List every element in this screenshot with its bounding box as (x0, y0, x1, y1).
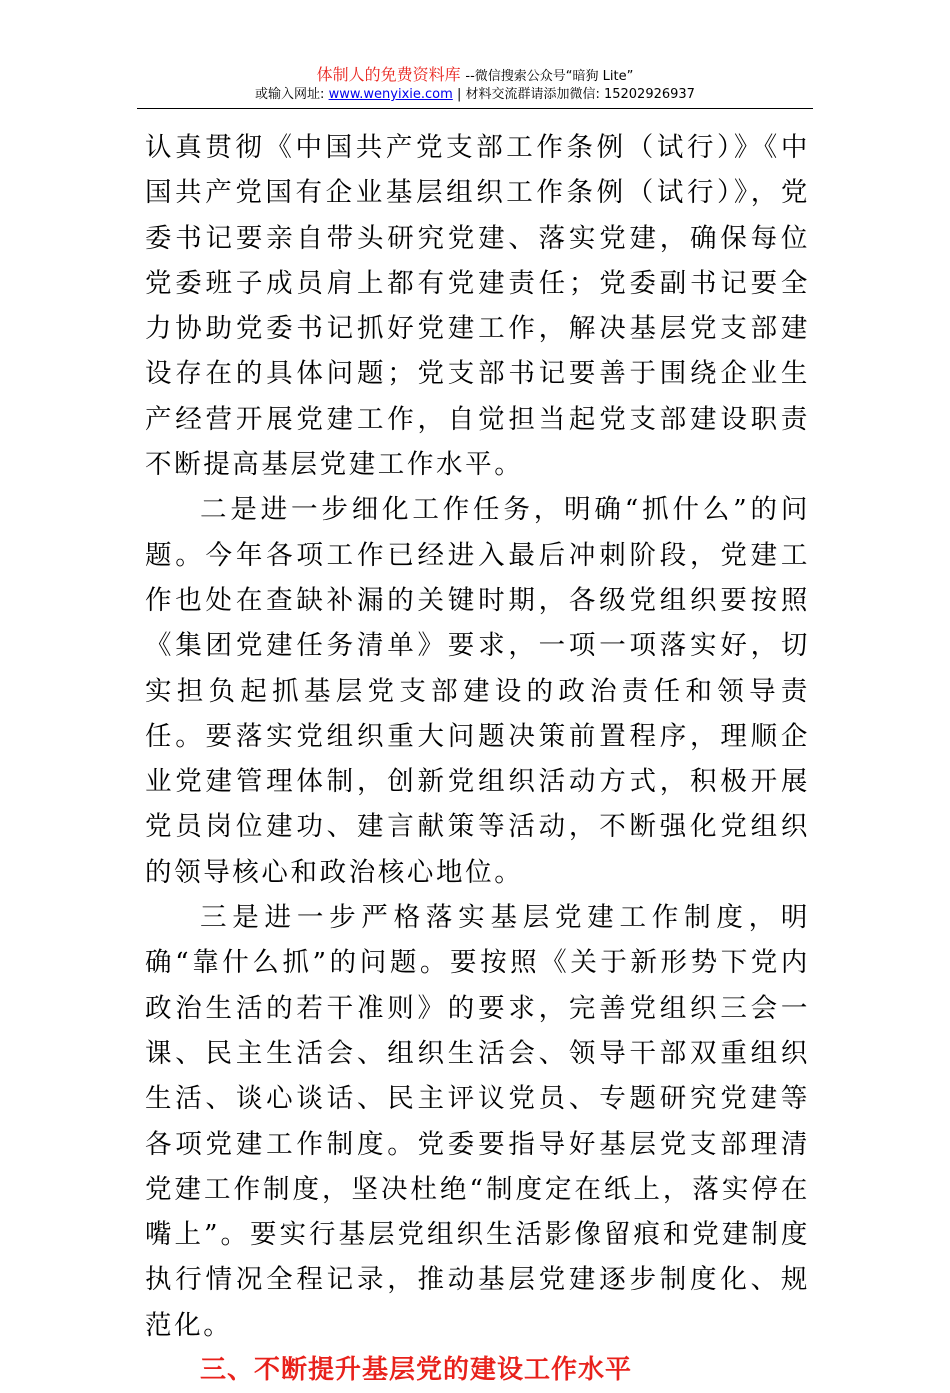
paragraph-task-refinement: 二是进一步细化工作任务，明确“抓什么”的问题。今年各项工作已经进入最后冲刺阶段，党建工作也处在查缺补漏的关键时期，各级党组织要按照《集团党建任务清单》要求，一项一项落实好，切实担负起抓基层党支部建设的政治责任和领导责任。要落实党组织重大问题决策前置程序，理顺企业党建管理体制，创新党组织活动方式，积极开展党员岗位建功、建言献策等活动，不断强化党组织的领导核心和政治核心地位。 (145, 494, 810, 888)
header-contact-line (0, 86, 950, 104)
paragraph-continued: 认真贯彻《中国共产党支部工作条例（试行）》《中国共产党国有企业基层组织工作条例（试行）》，党委书记要亲自带头研究党建、落实党建，确保每位党委班子成员肩上都有党建责任；党委副书记要全力协助党委书记抓好党建工作，解决基层党支部建设存在的具体问题；党支部书记要善于围绕企业生产经营开展党建工作，自觉担当起党支部建设职责不断提高基层党建工作水平。 (145, 132, 810, 481)
url-prefix: 或输入网址: (255, 87, 325, 102)
website-link[interactable]: www.wenyixie.com (328, 87, 453, 102)
document-body (145, 125, 810, 1393)
header-divider (137, 108, 813, 109)
paragraph-system-implementation: 三是进一步严格落实基层党建工作制度，明确“靠什么抓”的问题。要按照《关于新形势下党内政治生活的若干准则》的要求，完善党组织三会一课、民主生活会、组织生活会、领导干部双重组织生活、谈心谈话、民主评议党员、专题研究党建等各项党建工作制度。党委要指导好基层党支部理清党建工作制度，坚决杜绝“制度定在纸上，落实停在嘴上”。要实行基层党组织生活影像留痕和党建制度执行情况全程记录，推动基层党建逐步制度化、规范化。 (145, 902, 810, 1341)
contact-info: | 材料交流群请添加微信: 15202926937 (456, 87, 695, 102)
wechat-hint: --微信搜索公众号“暗狗 Lite” (465, 69, 634, 84)
page-header (0, 64, 950, 104)
site-title: 体制人的免费资料库 (316, 65, 461, 84)
header-banner (0, 64, 950, 86)
section-heading: 三、不断提升基层党的建设工作水平 (200, 1355, 633, 1386)
